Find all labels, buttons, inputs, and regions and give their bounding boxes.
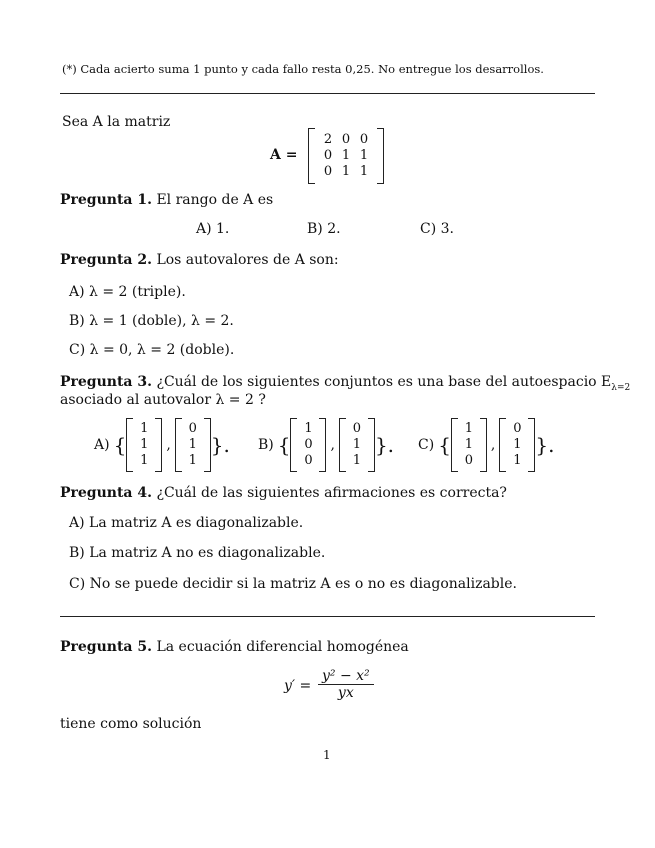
question-3-subscript: λ=2 [611,382,631,393]
q3-option-b[interactable] [258,418,394,472]
right-bracket [155,418,162,472]
vector-entries [182,421,204,469]
comma: , [166,437,171,453]
question-4-text: ¿Cuál de las siguientes afirmaciones es correcta? [156,485,507,501]
comma: , [330,437,335,453]
question-5 [60,639,409,655]
vector-entry: 1 [352,437,362,452]
matrix-cell: 1 [359,148,369,163]
q1-option-b[interactable]: B) 2. [307,221,341,237]
page-number: 1 [323,748,331,762]
question-5-text: La ecuación diferencial homogénea [156,639,409,655]
vector-entry: 1 [352,453,362,468]
fraction-denominator: yx [337,685,354,701]
vector-entry: 0 [352,421,362,436]
vector-entry: 0 [464,453,474,468]
vector-entry: 1 [464,437,474,452]
left-bracket [290,418,297,472]
left-bracket [308,128,315,184]
matrix-cell: 0 [323,148,333,163]
vector-entries [346,421,368,469]
open-brace: { [438,433,451,457]
open-brace: { [113,433,127,457]
matrix-cell: 0 [323,164,333,179]
close-brace: }. [210,433,230,457]
vector [499,418,535,472]
left-bracket [499,418,506,472]
equation-fraction [318,668,374,701]
matrix-cell: 1 [341,148,351,163]
matrix-entries [315,132,377,180]
vector-entry: 1 [140,437,149,452]
comma: , [490,437,496,453]
vector [290,418,326,472]
vector-entry: 0 [188,421,197,436]
vector-entry: 1 [140,453,149,468]
left-bracket [339,418,346,472]
matrix-A [308,128,384,184]
option-label: B) [258,437,274,453]
vector-entry: 1 [140,421,149,436]
intro-text: Sea A la matriz [62,114,171,130]
right-bracket [480,418,487,472]
option-label: A) [94,437,110,453]
equation-lhs: y′ = [284,678,312,694]
matrix-cell: 1 [359,164,369,179]
q1-option-a[interactable]: A) 1. [196,221,230,237]
question-3-text-2: asociado al autovalor λ = 2 ? [60,392,266,408]
fraction-numerator: y² − x² [318,668,374,685]
vector-entry: 0 [513,421,522,436]
solution-text: tiene como solución [60,716,202,732]
vector-entry: 1 [464,421,474,436]
q2-option-b[interactable]: B) λ = 1 (doble), λ = 2. [69,313,234,329]
matrix-cell: 1 [341,164,351,179]
question-4-label: Pregunta 4. [60,485,152,501]
open-brace: { [277,433,291,457]
vector [175,418,211,472]
q3-option-a[interactable] [94,418,230,472]
left-bracket [175,418,182,472]
question-1-text: El rango de A es [156,192,274,208]
question-3 [60,374,630,393]
vector-entries [506,421,528,469]
close-brace: }. [535,433,555,457]
vector-entry: 1 [513,453,522,468]
right-bracket [319,418,326,472]
question-2-label: Pregunta 2. [60,252,152,268]
q4-option-c[interactable]: C) No se puede decidir si la matriz A es o no es diagonalizable. [69,576,517,592]
divider-top [60,93,595,94]
question-3-text: ¿Cuál de los siguientes conjuntos es una base del autoespacio E [156,374,612,390]
question-2-text: Los autovalores de A son: [156,252,339,268]
matrix-label: A = [270,147,298,163]
q4-option-b[interactable]: B) La matriz A no es diagonalizable. [69,545,326,561]
vector [126,418,162,472]
close-brace: }. [374,433,395,457]
divider-bottom [60,616,595,617]
question-1-label: Pregunta 1. [60,192,152,208]
right-bracket [377,128,384,184]
vector-entry: 1 [188,453,197,468]
question-5-label: Pregunta 5. [60,639,152,655]
vector [451,418,487,472]
question-4 [60,485,507,501]
header-note: (*) Cada acierto suma 1 punto y cada fallo resta 0,25. No entregue los desarrollos. [62,62,544,76]
q3-option-c[interactable] [418,418,554,472]
matrix-cell: 0 [359,132,369,147]
vector-entry: 1 [188,437,197,452]
left-bracket [126,418,133,472]
question-3-label: Pregunta 3. [60,374,152,390]
right-bracket [368,418,375,472]
question-1 [60,192,273,208]
vector-entry: 1 [513,437,522,452]
q4-option-a[interactable]: A) La matriz A es diagonalizable. [69,515,304,531]
option-label: C) [418,437,435,453]
vector-entry: 0 [304,453,313,468]
q2-option-a[interactable]: A) λ = 2 (triple). [69,284,186,300]
vector [339,418,375,472]
matrix-cell: 0 [341,132,351,147]
right-bracket [204,418,211,472]
matrix-cell: 2 [323,132,333,147]
vector-entries [458,421,480,469]
vector-entry: 1 [304,421,313,436]
q2-option-c[interactable]: C) λ = 0, λ = 2 (doble). [69,342,235,358]
vector-entries [297,421,319,469]
right-bracket [528,418,535,472]
vector-entries [133,421,155,469]
q1-option-c[interactable]: C) 3. [420,221,454,237]
left-bracket [451,418,458,472]
question-2 [60,252,339,268]
vector-entry: 0 [304,437,313,452]
